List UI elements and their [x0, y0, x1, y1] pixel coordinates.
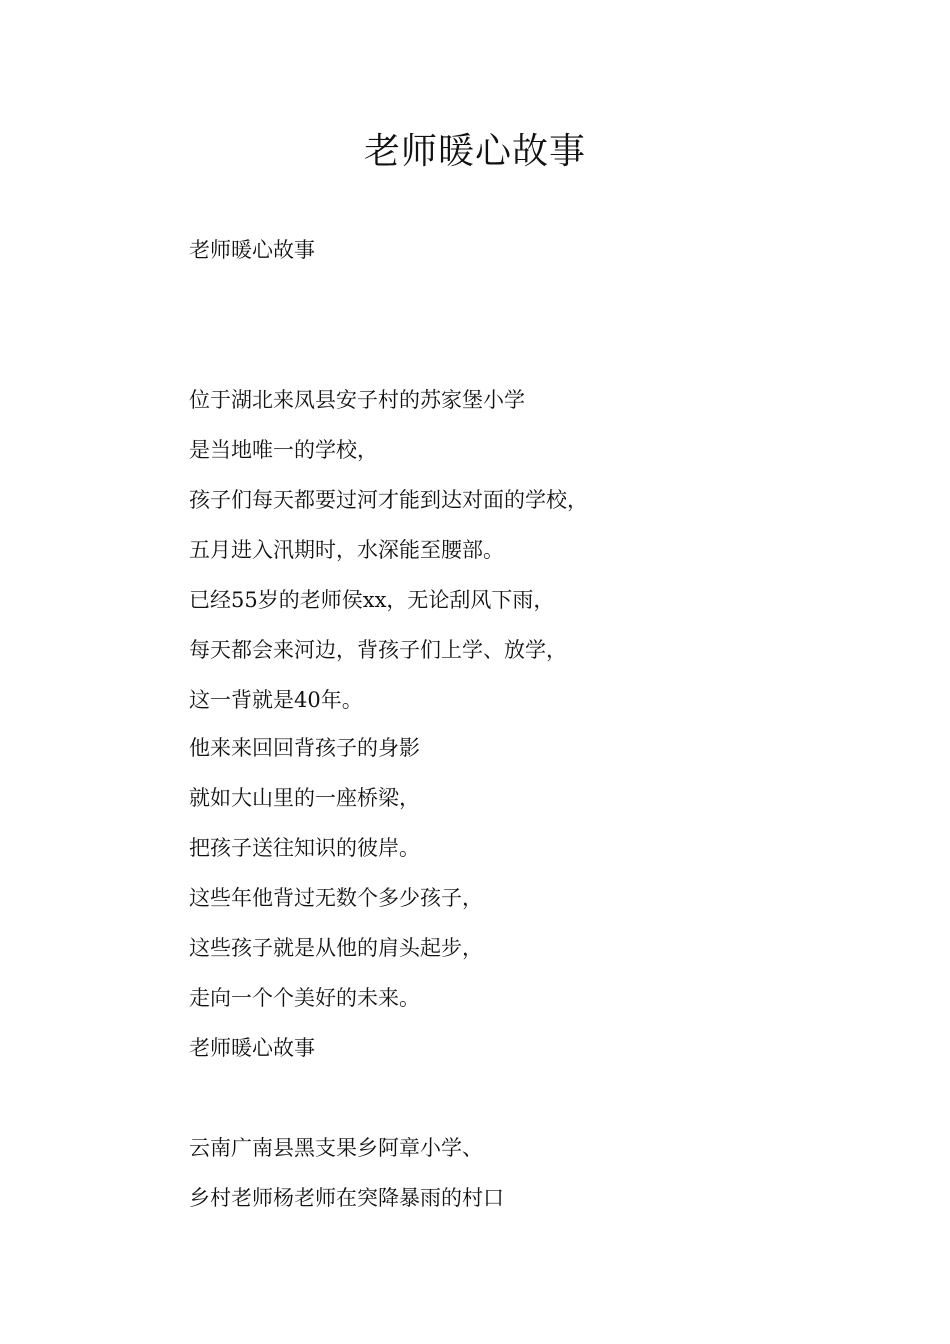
text-line: 乡村老师杨老师在突降暴雨的村口: [189, 1186, 504, 1210]
text-line: 是当地唯一的学校，: [189, 438, 378, 462]
text-line: 已经55岁的老师侯xx，无论刮风下雨，: [189, 588, 555, 612]
text-line: 他来来回回背孩子的身影: [189, 736, 420, 760]
document-title: 老师暖心故事: [363, 131, 586, 172]
text-line: 就如大山里的一座桥梁，: [189, 786, 420, 810]
text-line: 这一背就是40年。: [189, 688, 363, 712]
text-line: 老师暖心故事: [189, 1036, 315, 1060]
text-line: 每天都会来河边，背孩子们上学、放学，: [189, 638, 567, 662]
text-line: 孩子们每天都要过河才能到达对面的学校，: [189, 488, 588, 512]
text-line: 走向一个个美好的未来。: [189, 986, 420, 1010]
text-line: 云南广南县黑支果乡阿章小学、: [189, 1136, 483, 1160]
text-line: 这些孩子就是从他的肩头起步，: [189, 936, 483, 960]
text-line: 老师暖心故事: [189, 238, 315, 262]
text-line: 把孩子送往知识的彼岸。: [189, 836, 420, 860]
text-line: 这些年他背过无数个多少孩子，: [189, 886, 483, 910]
text-line: 位于湖北来凤县安子村的苏家堡小学: [189, 388, 525, 412]
text-line: 五月进入汛期时，水深能至腰部。: [189, 538, 504, 562]
